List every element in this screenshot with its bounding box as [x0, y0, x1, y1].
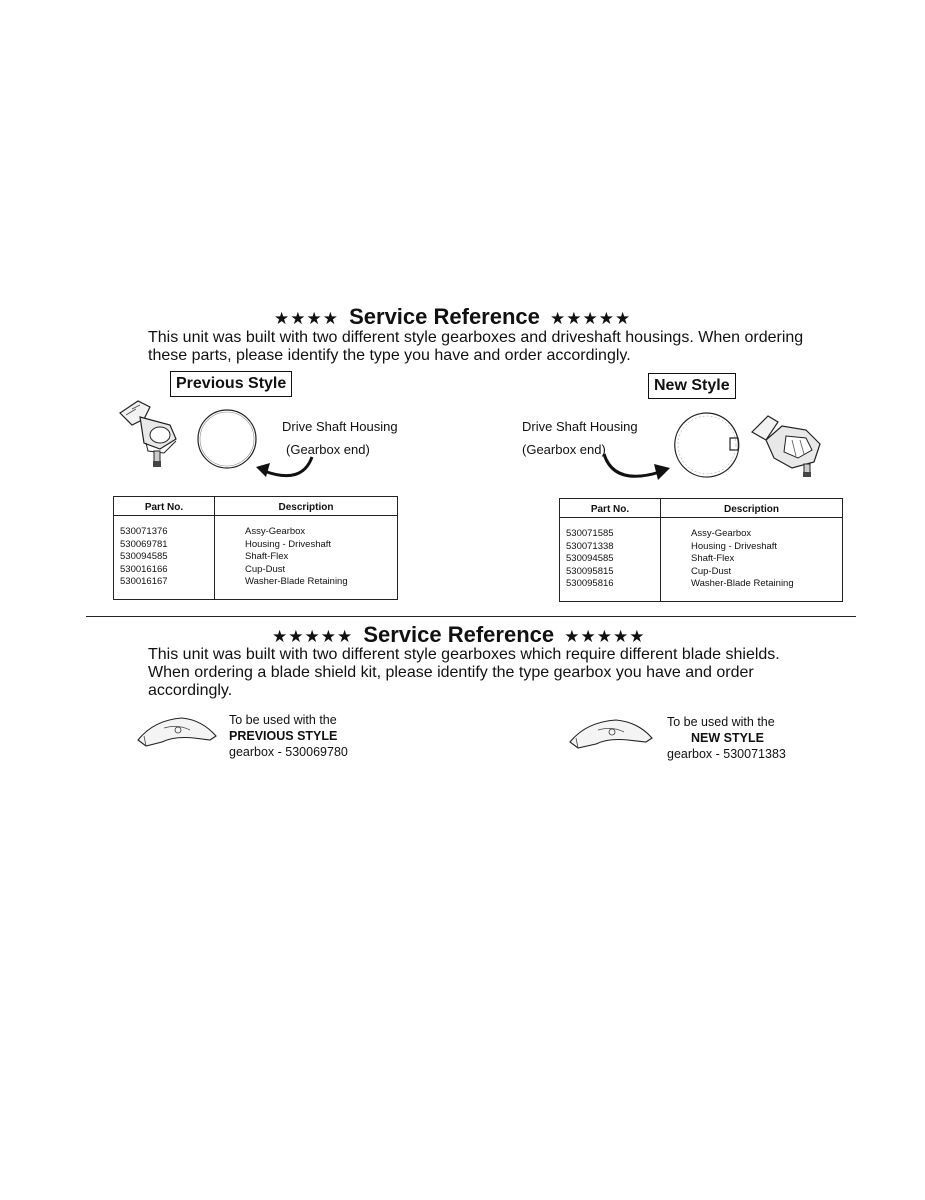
previous-table-header-part-no: Part No. [114, 497, 215, 516]
new-shield-line3: gearbox - 530071383 [667, 747, 786, 761]
table-cell: Housing - Driveshaft [245, 538, 332, 550]
section1-stars-right: ★★★★★ [550, 309, 632, 328]
table-cell: 530071338 [566, 540, 614, 552]
table-cell: Housing - Driveshaft [691, 540, 778, 552]
previous-parts-table [113, 496, 398, 600]
previous-shield-line2: PREVIOUS STYLE [229, 729, 338, 743]
previous-descriptions-cell [215, 516, 398, 600]
section2-stars-left: ★★★★★ [272, 627, 354, 646]
previous-style-label: Previous Style [170, 371, 292, 397]
table-cell: 530069781 [120, 538, 168, 550]
previous-arrow-icon [252, 455, 322, 489]
section1-title: Service Reference [349, 304, 540, 329]
table-cell: 530016167 [120, 576, 168, 587]
table-cell: Shaft-Flex [245, 551, 289, 562]
new-shield-line2: NEW STYLE [691, 731, 764, 745]
previous-caption-line1: Drive Shaft Housing [282, 419, 398, 434]
table-cell: Cup-Dust [691, 565, 732, 577]
previous-shield-line3: gearbox - 530069780 [229, 745, 348, 759]
table-cell: Assy-Gearbox [691, 528, 752, 539]
table-cell: 530094585 [566, 553, 614, 564]
section1-stars-left: ★★★★ [274, 309, 339, 328]
new-arrow-icon [596, 452, 678, 488]
new-shield-line1: To be used with the [667, 715, 775, 729]
new-caption-line2: (Gearbox end) [522, 442, 606, 457]
table-cell: Assy-Gearbox [245, 526, 306, 537]
previous-table-header-description: Description [215, 497, 398, 516]
new-part-numbers-cell [560, 518, 661, 602]
table-cell: 530095815 [566, 565, 614, 577]
new-caption-line1: Drive Shaft Housing [522, 419, 638, 434]
new-gearbox-illustration [748, 410, 828, 480]
new-descriptions-cell [661, 518, 843, 602]
section2-paragraph: This unit was built with two different style gearboxes which require different blade shields. When ordering a blade shield kit, please identify the type gearbox you have and order accordingly. [148, 646, 780, 699]
section1-paragraph: This unit was built with two different style gearboxes and driveshaft housings. When ordering these parts, please identify the type you have and order accordingly. [148, 329, 804, 364]
table-cell: 530016166 [120, 563, 168, 575]
table-cell: Washer-Blade Retaining [245, 576, 348, 587]
previous-gearbox-illustration [110, 395, 190, 475]
new-housing-circle-icon [672, 410, 742, 480]
table-cell: 530095816 [566, 578, 614, 589]
table-cell: 530071585 [566, 528, 614, 539]
section2-stars-right: ★★★★★ [564, 627, 646, 646]
table-cell: 530071376 [120, 526, 168, 537]
previous-housing-circle-icon [196, 408, 258, 470]
new-table-header-part-no: Part No. [560, 499, 661, 518]
new-shield-note [667, 714, 786, 762]
previous-shield-note [229, 712, 348, 760]
new-style-label: New Style [648, 373, 736, 399]
section1-heading [274, 304, 631, 330]
section2-title: Service Reference [363, 622, 555, 647]
previous-blade-shield-illustration [134, 714, 220, 750]
new-blade-shield-illustration [566, 716, 656, 752]
previous-part-numbers-cell [114, 516, 215, 600]
table-cell: Shaft-Flex [691, 553, 735, 564]
table-cell: 530094585 [120, 551, 168, 562]
previous-caption-line2: (Gearbox end) [286, 442, 370, 457]
table-cell: Washer-Blade Retaining [691, 578, 794, 589]
previous-shield-line1: To be used with the [229, 713, 337, 727]
new-table-header-description: Description [661, 499, 843, 518]
new-parts-table [559, 498, 843, 602]
table-cell: Cup-Dust [245, 563, 286, 575]
section2-heading [272, 622, 645, 648]
section-divider [86, 616, 856, 617]
